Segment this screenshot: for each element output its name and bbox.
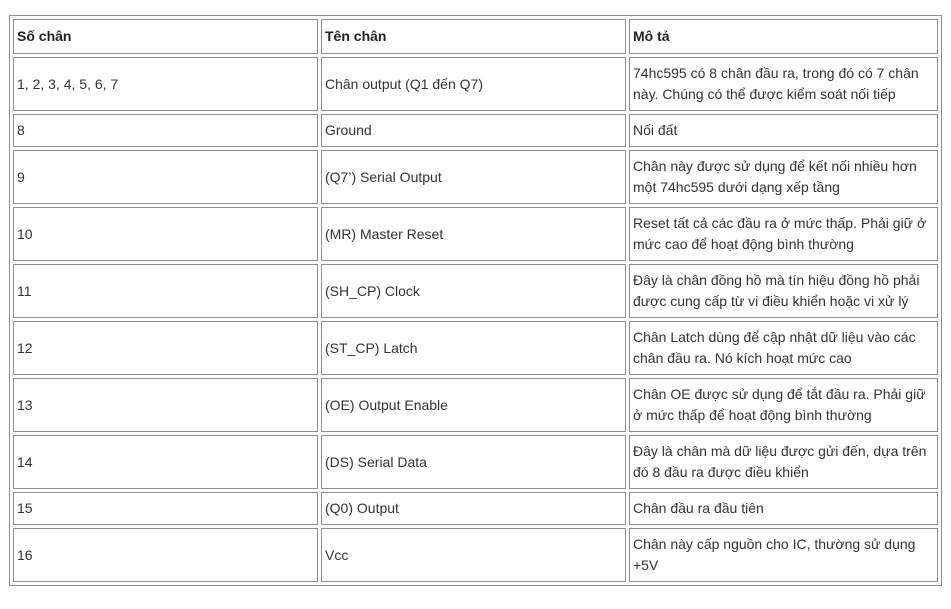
pin-number-cell: 8 bbox=[13, 114, 318, 147]
table-row bbox=[13, 321, 938, 375]
description-cell: Chân này cấp nguồn cho IC, thường sử dụng +5V bbox=[629, 528, 938, 582]
table-row bbox=[13, 57, 938, 111]
pin-number-cell: 14 bbox=[13, 435, 318, 489]
pin-number-cell: 11 bbox=[13, 264, 318, 318]
pin-number-cell: 12 bbox=[13, 321, 318, 375]
description-cell: Chân Latch dùng để cập nhật dữ liệu vào các chân đầu ra. Nó kích hoạt mức cao bbox=[629, 321, 938, 375]
pin-number-cell: 15 bbox=[13, 492, 318, 525]
header-pin-number: Số chân bbox=[13, 19, 318, 54]
pin-name-cell: (ST_CP) Latch bbox=[321, 321, 626, 375]
description-cell: Chân OE được sử dụng để tắt đầu ra. Phải giữ ở mức thấp để hoạt động bình thường bbox=[629, 378, 938, 432]
pin-name-cell: (Q0) Output bbox=[321, 492, 626, 525]
table-row bbox=[13, 378, 938, 432]
pin-name-cell: (SH_CP) Clock bbox=[321, 264, 626, 318]
pin-name-cell: (MR) Master Reset bbox=[321, 207, 626, 261]
table-row bbox=[13, 528, 938, 582]
description-cell: Nối đất bbox=[629, 114, 938, 147]
header-description: Mô tả bbox=[629, 19, 938, 54]
pin-name-cell: Vcc bbox=[321, 528, 626, 582]
pin-table bbox=[9, 15, 942, 586]
description-cell: Chân đầu ra đầu tiên bbox=[629, 492, 938, 525]
description-cell: Chân này được sử dụng để kết nối nhiều hơn một 74hc595 dưới dạng xếp tầng bbox=[629, 150, 938, 204]
pin-name-cell: (OE) Output Enable bbox=[321, 378, 626, 432]
table-row bbox=[13, 150, 938, 204]
table-header-row bbox=[13, 19, 938, 54]
pin-number-cell: 1, 2, 3, 4, 5, 6, 7 bbox=[13, 57, 318, 111]
pin-name-cell: (DS) Serial Data bbox=[321, 435, 626, 489]
description-cell: Đây là chân đồng hồ mà tín hiệu đồng hồ phải được cung cấp từ vi điều khiển hoặc vi xử lý bbox=[629, 264, 938, 318]
table-row bbox=[13, 435, 938, 489]
table-row bbox=[13, 264, 938, 318]
table-row bbox=[13, 207, 938, 261]
pin-number-cell: 9 bbox=[13, 150, 318, 204]
table-row bbox=[13, 492, 938, 525]
pin-number-cell: 16 bbox=[13, 528, 318, 582]
pin-name-cell: Chân output (Q1 đến Q7) bbox=[321, 57, 626, 111]
description-cell: Reset tất cả các đầu ra ở mức thấp. Phải giữ ở mức cao để hoạt động bình thường bbox=[629, 207, 938, 261]
pin-number-cell: 13 bbox=[13, 378, 318, 432]
pin-name-cell: (Q7’) Serial Output bbox=[321, 150, 626, 204]
pin-name-cell: Ground bbox=[321, 114, 626, 147]
table-row bbox=[13, 114, 938, 147]
description-cell: Đây là chân mà dữ liệu được gửi đến, dựa trên đó 8 đầu ra được điều khiển bbox=[629, 435, 938, 489]
description-cell: 74hc595 có 8 chân đầu ra, trong đó có 7 chân này. Chúng có thể được kiểm soát nối tiếp bbox=[629, 57, 938, 111]
header-pin-name: Tên chân bbox=[321, 19, 626, 54]
pin-number-cell: 10 bbox=[13, 207, 318, 261]
pin-table-container bbox=[9, 15, 941, 586]
